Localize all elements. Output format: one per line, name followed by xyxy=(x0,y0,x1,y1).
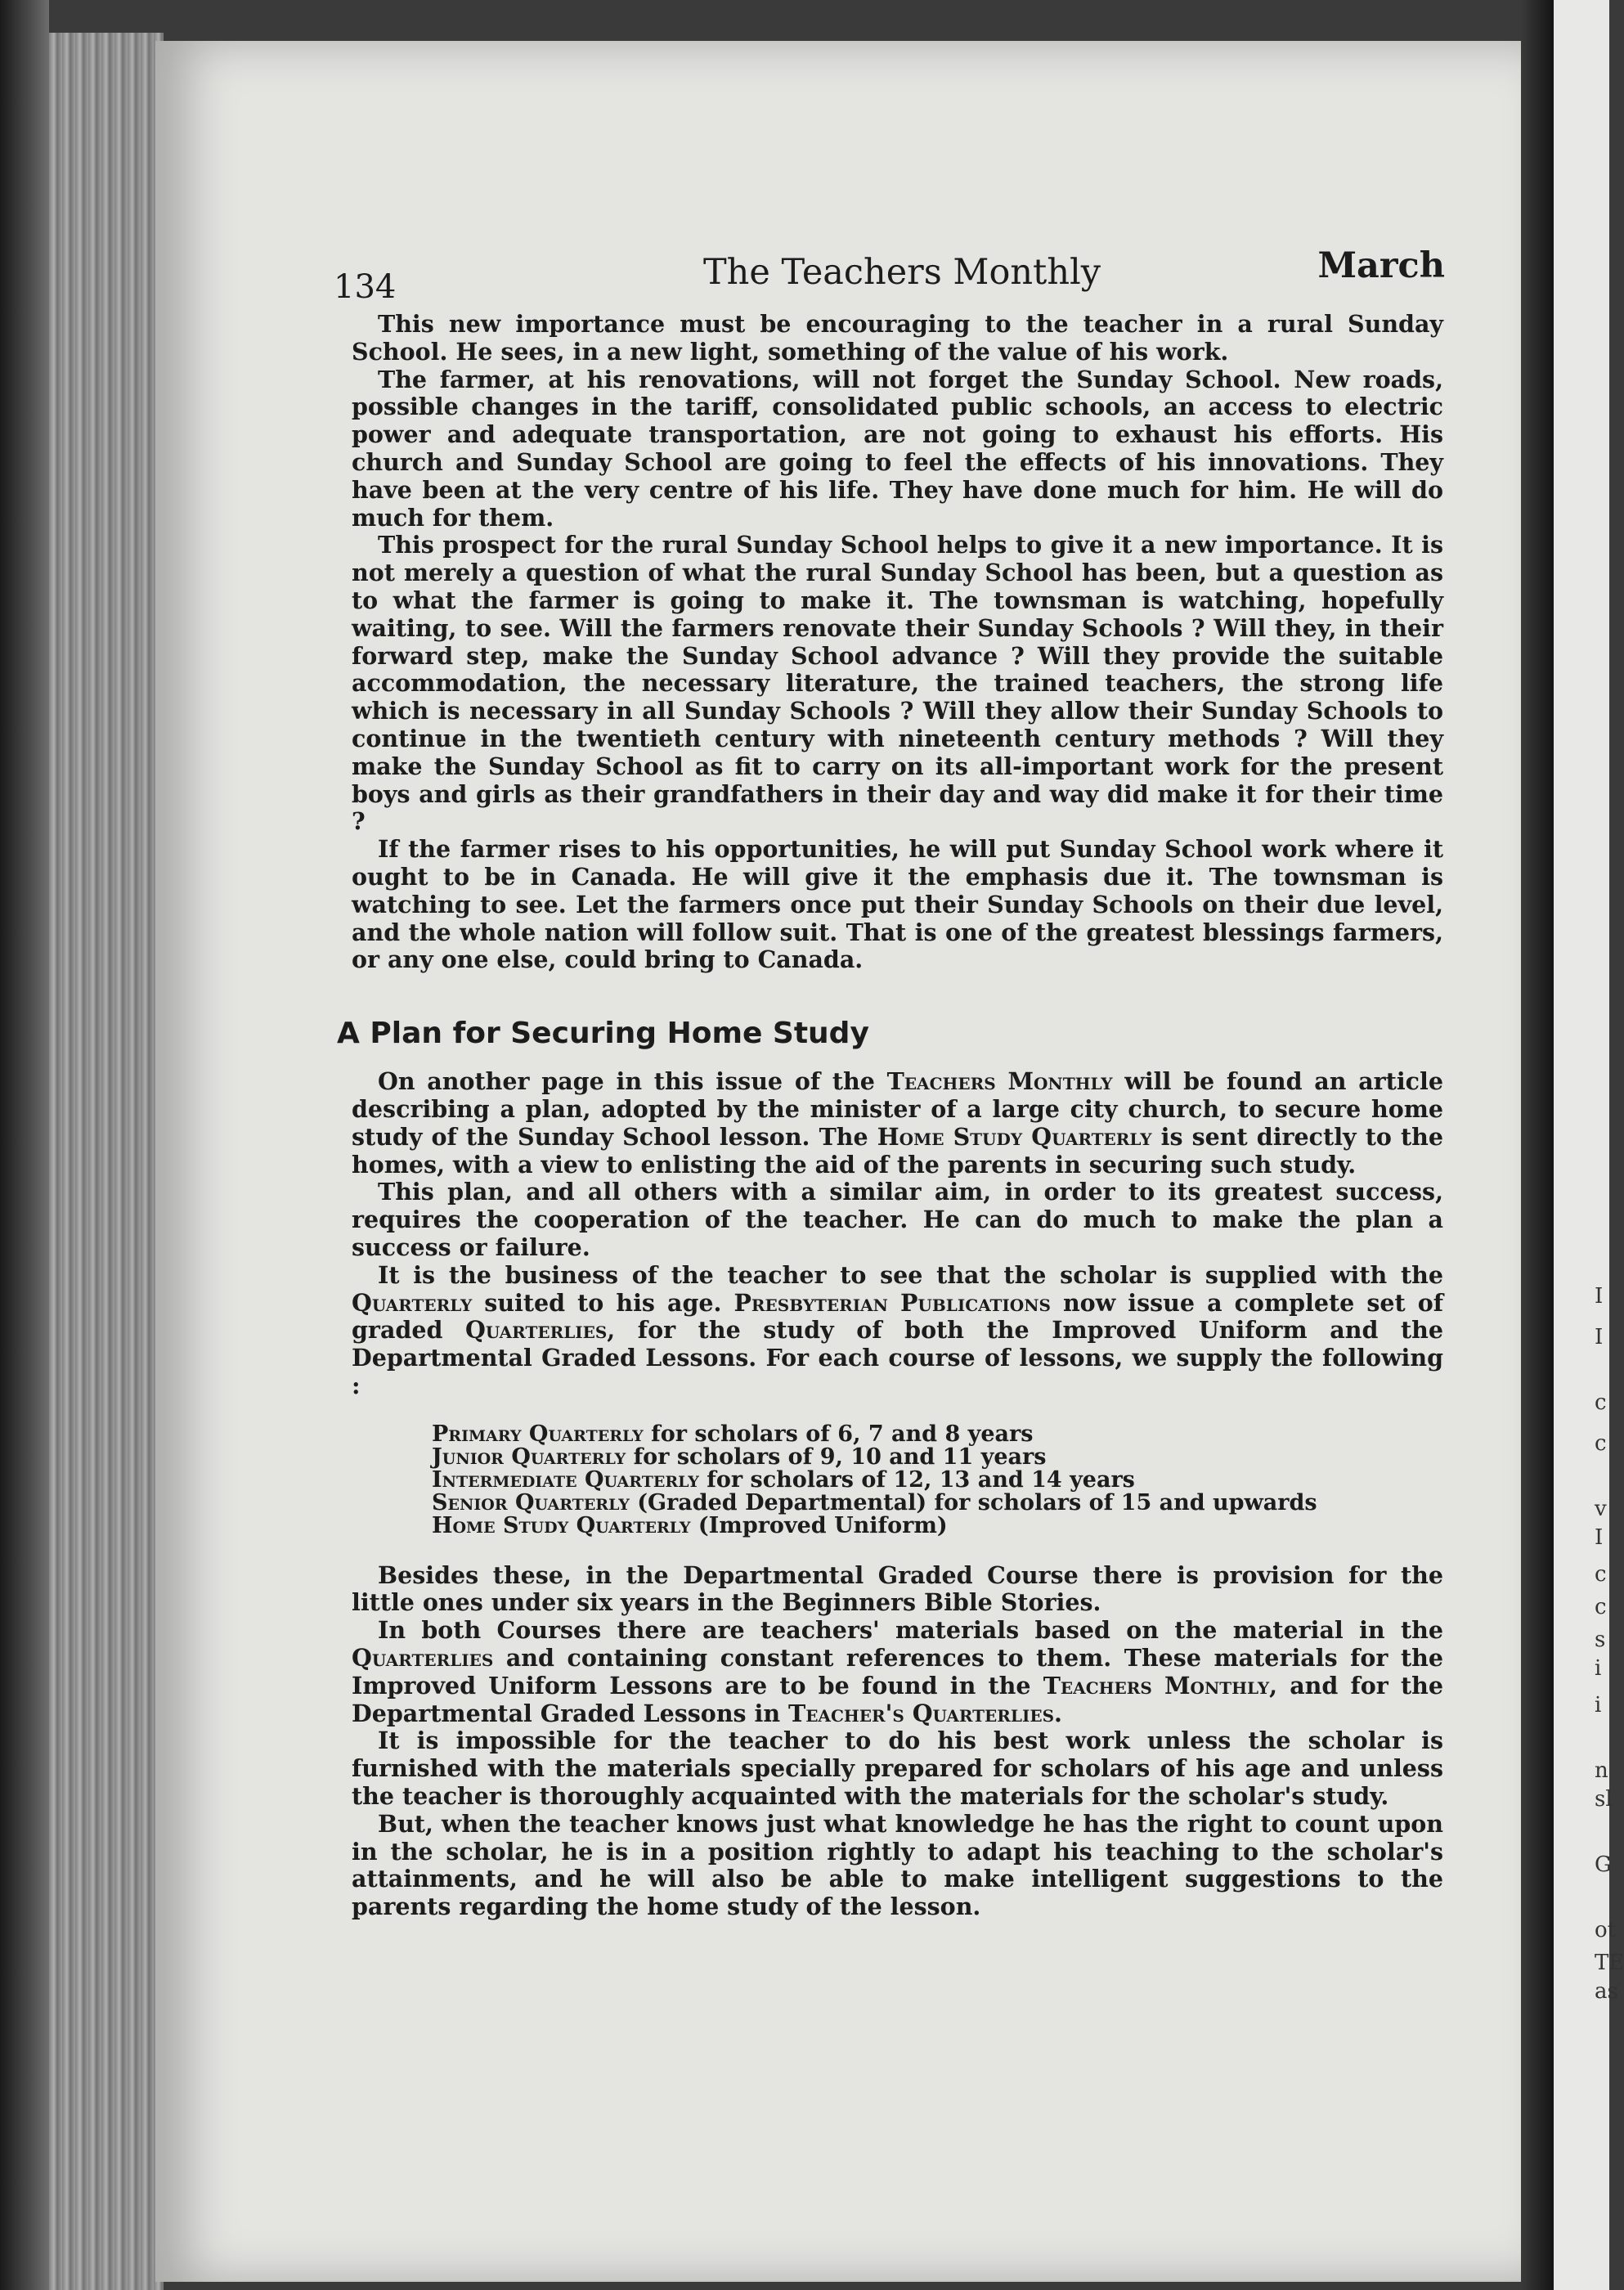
list-item: Primary Quarterly for scholars of 6, 7 and 8 years xyxy=(432,1421,1034,1447)
paragraph: If the farmer rises to his opportunities, he will put Sunday School work where it ought to be in Canada. He will give it the emphasis due it. The townsman is watching to see. Let the farmers once put their Sunday Schools on their due level, and the whole nation will follow suit. That is one of the greatest blessings farmers, or any one else, could bring to Canada. xyxy=(352,835,1443,974)
paragraph: This prospect for the rural Sunday School helps to give it a new importance. It is not merely a question of what the rural Sunday School has been, but a question as to what the farmer is going to make it. The townsman is watching, hopefully waiting, to see. Will the farmers renovate their Sunday Schools ? Will they, in their forward step, make the Sunday School advance ? Will they provide the suitable accommodation, the necessary literature, the trained teachers, the strong life which is necessary in all Sunday Schools ? Will they allow their Sunday Schools to continue in the twentieth century with nineteenth century methods ? Will they make the Sunday School as fit to carry on its all-important work for the present boys and girls as their grandfathers in their day and way did make it for their time ? xyxy=(352,531,1443,836)
page-number: 134 xyxy=(334,268,397,306)
paragraph: It is impossible for the teacher to do his best work unless the scholar is furnished with the materials specially prepared for scholars of his age and unless the teacher is thoroughly acquainted with the materials for the scholar's study. xyxy=(352,1726,1443,1811)
running-head xyxy=(334,245,1445,311)
list-item: Senior Quarterly (Graded Departmental) for scholars of 15 and upwards xyxy=(432,1489,1317,1515)
facing-page-fragment: i xyxy=(1595,1656,1602,1681)
facing-page-fragment: n xyxy=(1595,1758,1608,1783)
issue-month: March xyxy=(1317,245,1445,286)
page-edges xyxy=(49,33,164,2290)
facing-page-fragment: c xyxy=(1595,1431,1607,1456)
facing-page-edge xyxy=(1554,0,1624,2290)
article-text xyxy=(337,310,1444,1921)
list-item: Home Study Quarterly (Improved Uniform) xyxy=(432,1512,948,1538)
facing-page-fragment: c xyxy=(1595,1562,1607,1587)
facing-page-fragment: v xyxy=(1595,1497,1607,1521)
paragraph: The farmer, at his renovations, will not forget the Sunday School. New roads, possible changes in the tariff, consolidated public schools, an access to electric power and adequate transportation, are not going to exhaust his efforts. His church and Sunday School are going to feel the effects of his innovations. They have been at the very centre of his life. They have done much for him. He will do much for them. xyxy=(352,365,1443,532)
facing-page-fragment: I xyxy=(1595,1325,1604,1349)
book-spine-shadow xyxy=(0,0,49,2290)
paragraph: This plan, and all others with a similar aim, in order to its greatest success, requires the cooperation of the teacher. He can do much to make the plan a success or failure. xyxy=(352,1178,1443,1261)
list-item: Intermediate Quarterly for scholars of 12, 13 and 14 years xyxy=(432,1466,1135,1493)
paragraph: On another page in this issue of the Teachers Monthly will be found an article describing a plan, adopted by the minister of a large city church, to secure home study of the Sunday School lesson. The Home Study Quarterly is sent directly to the homes, with a view to enlisting the aid of the parents in securing such study. xyxy=(352,1067,1444,1179)
facing-page-fragment: i xyxy=(1595,1693,1602,1718)
paragraph: Besides these, in the Departmental Graded Course there is provision for the little ones under six years in the Beginners Bible Stories. xyxy=(352,1560,1443,1617)
facing-page-fragment: G xyxy=(1595,1852,1612,1877)
facing-page-fragment: c xyxy=(1595,1595,1607,1619)
facing-page-fragment: I xyxy=(1595,1525,1604,1550)
paragraph: But, when the teacher knows just what knowledge he has the right to count upon in the scholar, he is in a position rightly to adapt his teaching to the scholar's attainments, and he will also be able to make intelligent suggestions to the parents regarding the home study of the lesson. xyxy=(352,1809,1443,1921)
section-heading: A Plan for Securing Home Study xyxy=(337,1017,869,1051)
list-item: Junior Quarterly for scholars of 9, 10 and 11 years xyxy=(432,1444,1047,1470)
book-gutter xyxy=(1521,0,1554,2290)
facing-page-fragment: sl xyxy=(1595,1787,1613,1812)
paragraph: In both Courses there are teachers' materials based on the material in the Quarterlies and containing constant references to them. These materials for the Improved Uniform Lessons are to be found in the Teachers Monthly, and for the Departmental Graded Lessons in Teacher's Quarterlies. xyxy=(352,1616,1444,1727)
quarterly-list xyxy=(432,1423,1443,1538)
page-content xyxy=(334,245,1445,1921)
paragraph: It is the business of the teacher to see that the scholar is supplied with the Quarterly suited to his age. Presbyterian Publications now issue a complete set of graded Quarterlies, for the study of both the Improved Uniform and the Departmental Graded Lessons. For each course of lessons, we supply the following : xyxy=(352,1260,1443,1399)
paragraph: This new importance must be encouraging to the teacher in a rural Sunday School. He sees, in a new light, something of the value of his work. xyxy=(352,310,1443,366)
facing-page-fragment: I xyxy=(1595,1284,1604,1309)
facing-page-fragment: c xyxy=(1595,1390,1607,1415)
facing-page-fragment: TE xyxy=(1595,1951,1624,1975)
facing-page-fragment: s xyxy=(1595,1628,1606,1652)
journal-title: The Teachers Monthly xyxy=(703,252,1101,293)
facing-page-fragment: ot xyxy=(1595,1918,1617,1942)
facing-page-fragment: as xyxy=(1595,1979,1618,2004)
